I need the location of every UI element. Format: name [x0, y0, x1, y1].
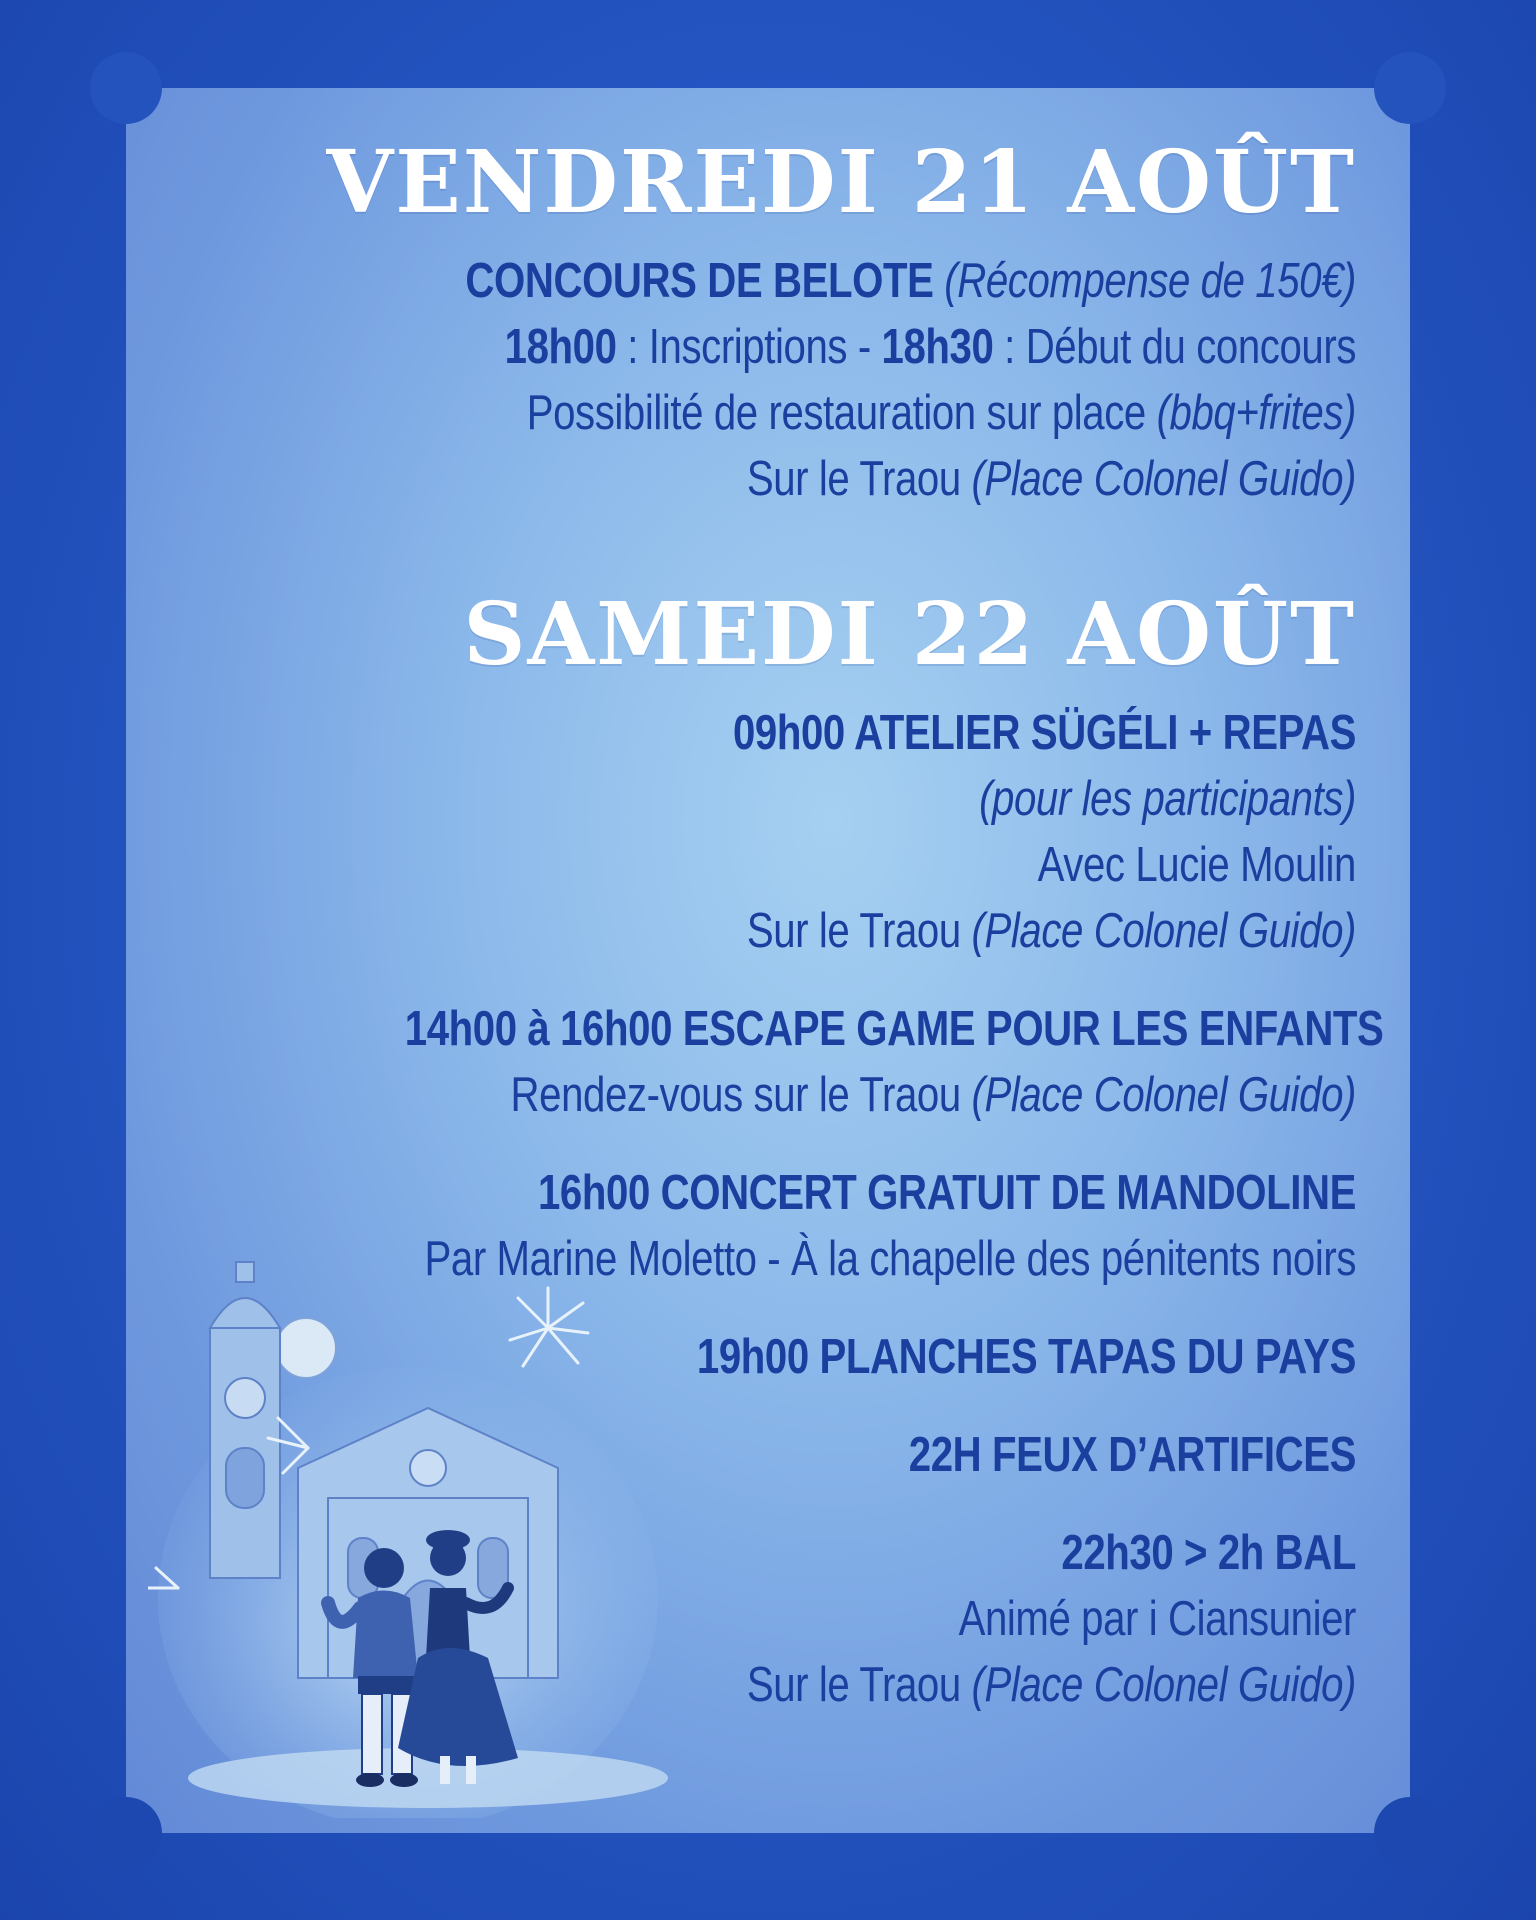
- location-detail: (Place Colonel Guido): [971, 1658, 1356, 1712]
- location-detail: (Place Colonel Guido): [971, 452, 1356, 506]
- location-text: Rendez-vous sur le Traou: [510, 1068, 972, 1122]
- corner-notch: [1374, 52, 1446, 124]
- belote-location: [405, 446, 1356, 512]
- location-text: Sur le Traou: [746, 1658, 972, 1712]
- concert-title: 16h00 CONCERT GRATUIT DE MANDOLINE: [537, 1166, 1356, 1220]
- atelier-location: [405, 898, 1356, 964]
- fireworks-title: 22H FEUX D’ARTIFICES: [908, 1428, 1356, 1482]
- belote-reward: (Récompense de 150€): [944, 254, 1356, 308]
- friday-title: VENDREDI 21 AOÛT: [326, 132, 1356, 233]
- atelier-title: 09h00 ATELIER SÜGÉLI + REPAS: [732, 706, 1356, 760]
- corner-notch: [1374, 1797, 1446, 1869]
- belote-heading: [405, 248, 1356, 314]
- escape-title: 14h00 à 16h00 ESCAPE GAME POUR LES ENFANTS: [404, 1002, 1384, 1056]
- belote-registration-label: : Inscriptions -: [616, 320, 882, 374]
- food-detail: (bbq+frites): [1156, 386, 1356, 440]
- belote-start-label: : Début du concours: [993, 320, 1356, 374]
- food-text: Possibilité de restauration sur place: [526, 386, 1157, 440]
- belote-time-start: 18h30: [881, 320, 994, 374]
- program-content: [196, 132, 1384, 1718]
- program-panel: [126, 88, 1410, 1833]
- bal-location: [405, 1652, 1356, 1718]
- concert-detail: Par Marine Moletto - À la chapelle des pénitents noirs: [424, 1232, 1356, 1286]
- belote-food: [405, 380, 1356, 446]
- belote-title: CONCOURS DE BELOTE: [465, 254, 934, 308]
- corner-notch: [90, 52, 162, 124]
- location-detail: (Place Colonel Guido): [971, 904, 1356, 958]
- bal-title: 22h30 > 2h BAL: [1061, 1526, 1356, 1580]
- tapas-title: 19h00 PLANCHES TAPAS DU PAYS: [696, 1330, 1356, 1384]
- atelier-host: Avec Lucie Moulin: [1037, 838, 1356, 892]
- escape-location: [405, 1062, 1356, 1128]
- location-text: Sur le Traou: [746, 452, 972, 506]
- belote-time-registration: 18h00: [504, 320, 617, 374]
- location-text: Sur le Traou: [746, 904, 972, 958]
- atelier-note: (pour les participants): [979, 772, 1356, 826]
- belote-schedule: [405, 314, 1356, 380]
- saturday-title: SAMEDI 22 AOÛT: [463, 584, 1356, 685]
- bal-host: Animé par i Ciansunier: [958, 1592, 1356, 1646]
- location-detail: (Place Colonel Guido): [971, 1068, 1356, 1122]
